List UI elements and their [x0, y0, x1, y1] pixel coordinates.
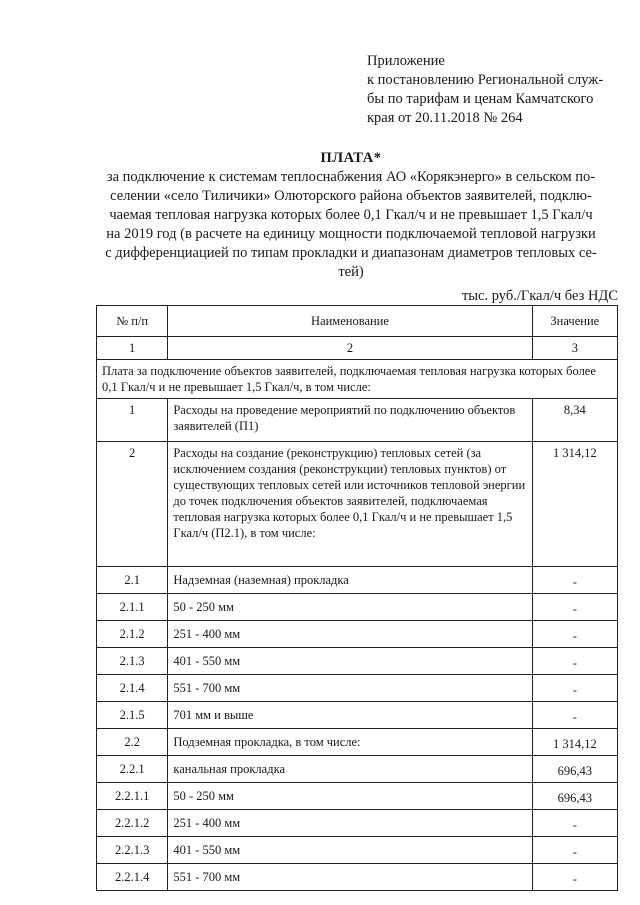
- appendix-line: бы по тарифам и ценам Камчатского: [367, 91, 594, 107]
- row-name: 551 - 700 мм: [168, 675, 532, 702]
- row-value: 1 314,12: [532, 729, 617, 756]
- row-name: Подземная прокладка, в том числе:: [168, 729, 532, 756]
- row-number: 2.1.5: [97, 702, 168, 729]
- row-name: 701 мм и выше: [168, 702, 532, 729]
- table-row: [97, 567, 618, 594]
- row-name: канальная прокладка: [168, 756, 532, 783]
- row-value: -: [532, 675, 617, 702]
- title-line: тей): [338, 264, 364, 280]
- row-number: 2.2: [97, 729, 168, 756]
- row-number: 2.2.1: [97, 756, 168, 783]
- row-number: 2: [97, 442, 168, 567]
- row-number: 2.2.1.2: [97, 810, 168, 837]
- row-value: -: [532, 567, 617, 594]
- header-value: Значение: [532, 306, 617, 337]
- title-line: на 2019 год (в расчете на единицу мощности подключаемой тепловой нагрузки: [106, 226, 596, 242]
- index-cell: 3: [532, 337, 617, 360]
- column-index-row: [97, 337, 618, 360]
- row-number: 1: [97, 399, 168, 442]
- title-heading: ПЛАТА*: [320, 150, 382, 166]
- row-value: -: [532, 864, 617, 891]
- title-line: за подключение к системам теплоснабжения АО «Корякэнерго» в сельском по-: [106, 169, 596, 185]
- row-number: 2.1.2: [97, 621, 168, 648]
- appendix-line: Приложение: [367, 53, 445, 69]
- row-value: -: [532, 648, 617, 675]
- title-line: чаемая тепловая нагрузка которых более 0,1 Гкал/ч и не превышает 1,5 Гкал/ч: [109, 207, 593, 223]
- row-number: 2.2.1.1: [97, 783, 168, 810]
- table-row: [97, 442, 618, 567]
- table-row: [97, 399, 618, 442]
- row-number: 2.1: [97, 567, 168, 594]
- table-row: [97, 837, 618, 864]
- row-name: 251 - 400 мм: [168, 810, 532, 837]
- table-row: [97, 675, 618, 702]
- title-line: с дифференциацией по типам прокладки и диапазонам диаметров тепловых се-: [105, 245, 597, 261]
- tariff-table: [96, 305, 618, 891]
- row-number: 2.2.1.4: [97, 864, 168, 891]
- index-cell: 1: [97, 337, 168, 360]
- row-value: -: [532, 810, 617, 837]
- header-name: Наименование: [168, 306, 532, 337]
- row-value: -: [532, 837, 617, 864]
- row-name: 50 - 250 мм: [168, 783, 532, 810]
- index-cell: 2: [168, 337, 532, 360]
- row-name: 50 - 250 мм: [168, 594, 532, 621]
- units-label: тыс. руб./Гкал/ч без НДС: [461, 288, 618, 304]
- table-row: [97, 621, 618, 648]
- row-name: Расходы на проведение мероприятий по подключению объектов заявителей (П1): [168, 399, 532, 442]
- row-value: -: [532, 594, 617, 621]
- row-value: 1 314,12: [532, 442, 617, 567]
- header-number: № п/п: [97, 306, 168, 337]
- appendix-line: к постановлению Региональной служ-: [367, 72, 604, 88]
- table-row: [97, 864, 618, 891]
- row-name: Расходы на создание (реконструкцию) тепловых сетей (за исключением создания (реконструкции) тепловых пунктов) от существующих тепловых сетей или источников тепловой энергии до точек подключения объектов заявителей, подключаемая тепловая нагрузка которых более 0,1 Гкал/ч и не превышает 1,5 Гкал/ч (П2.1), в том числе:: [168, 442, 532, 567]
- table-row: [97, 648, 618, 675]
- row-number: 2.1.4: [97, 675, 168, 702]
- table-row: [97, 729, 618, 756]
- table-header-row: [97, 306, 618, 337]
- section-row: [97, 360, 618, 399]
- section-cell: Плата за подключение объектов заявителей, подключаемая тепловая нагрузка которых более 0,1 Гкал/ч и не превышает 1,5 Гкал/ч, в том числе:: [97, 360, 618, 399]
- row-name: 401 - 550 мм: [168, 648, 532, 675]
- row-name: 401 - 550 мм: [168, 837, 532, 864]
- row-number: 2.1.3: [97, 648, 168, 675]
- row-name: 251 - 400 мм: [168, 621, 532, 648]
- row-name: 551 - 700 мм: [168, 864, 532, 891]
- row-value: 696,43: [532, 756, 617, 783]
- row-value: 8,34: [532, 399, 617, 442]
- table-row: [97, 810, 618, 837]
- table-row: [97, 702, 618, 729]
- appendix-block: [367, 52, 627, 128]
- row-number: 2.1.1: [97, 594, 168, 621]
- table-row: [97, 783, 618, 810]
- table-row: [97, 756, 618, 783]
- table-row: [97, 594, 618, 621]
- title-line: селении «село Тиличики» Олюторского района объектов заявителей, подклю-: [110, 188, 592, 204]
- row-value: 696,43: [532, 783, 617, 810]
- row-value: -: [532, 702, 617, 729]
- appendix-line: края от 20.11.2018 № 264: [367, 110, 523, 126]
- document-title: [86, 149, 616, 282]
- row-name: Надземная (наземная) прокладка: [168, 567, 532, 594]
- row-value: -: [532, 621, 617, 648]
- row-number: 2.2.1.3: [97, 837, 168, 864]
